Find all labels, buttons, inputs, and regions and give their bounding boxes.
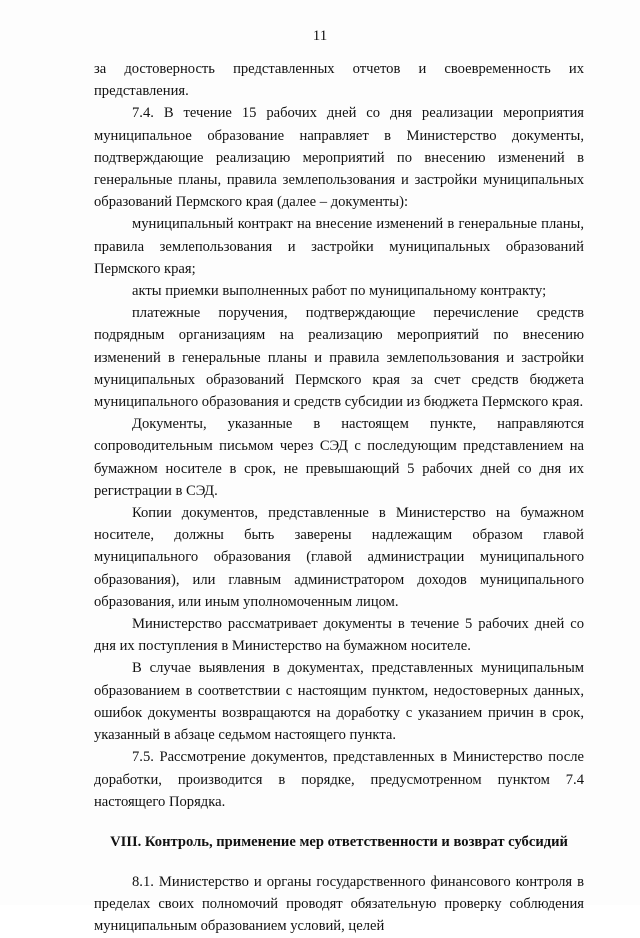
paragraph-return-docs: В случае выявления в документах, представленных муниципальным образованием в соответствии с настоящим пунктом, недостоверных данных, ошибок документы возвращаются на доработку с указанием причин в срок, указанный в абзаце седьмом настоящего пункта. [94, 660, 584, 744]
page-number: 11 [312, 28, 328, 44]
paragraph-8-1: 8.1. Министерство и органы государственного финансового контроля в пределах своих полномочий проводят обязательную проверку соблюдения муниципальным образованием условий, целей [94, 873, 584, 935]
section-heading: VIII. Контроль, применение мер ответственности и возврат субсидий [110, 833, 568, 850]
paragraph-payment-orders: платежные поручения, подтверждающие перечисление средств подрядным организациям на реализацию мероприятий по внесению изменений в генеральные планы и правила землепользования и застройки муниципальных образований Пермского края за счет средств бюджета муниципального образования и средств субсидии из бюджета Пермского края. [94, 305, 584, 411]
paragraph-continuation: за достоверность представленных отчетов и своевременность их представления. [94, 61, 584, 100]
paragraph-7-5: 7.5. Рассмотрение документов, представленных в Министерство после доработки, производится в порядке, предусмотренном пунктом 7.4 настоящего Порядка. [94, 749, 584, 810]
paragraph-acts: акты приемки выполненных работ по муниципальному контракту; [132, 283, 547, 300]
paragraph-review-period: Министерство рассматривает документы в течение 5 рабочих дней со дня их поступления в Министерство на бумажном носителе. [94, 616, 584, 655]
paragraph-contract: муниципальный контракт на внесение изменений в генеральные планы, правила землепользования и застройки муниципальных образований Пермского края; [94, 216, 584, 277]
paragraph-documents-sed: Документы, указанные в настоящем пункте, направляются сопроводительным письмом через СЭД с последующим представлением на бумажном носителе в срок, не превышающий 5 рабочих дней со дня их регистрации в СЭД. [94, 416, 584, 499]
paragraph-7-4: 7.4. В течение 15 рабочих дней со дня реализации мероприятия муниципальное образование направляет в Министерство документы, подтверждающие реализацию мероприятий по внесению изменений в генеральные планы, правила землепользования и застройки муниципальных образований Пермского края (далее – документы): [94, 105, 584, 211]
paragraph-copies: Копии документов, представленные в Министерство на бумажном носителе, должны быть заверены надлежащим образом главой муниципального образования (главой администрации муниципального образования), или главным администратором доходов муниципального образования, или иным уполномоченным лицом. [94, 505, 584, 610]
document-body [94, 58, 584, 938]
